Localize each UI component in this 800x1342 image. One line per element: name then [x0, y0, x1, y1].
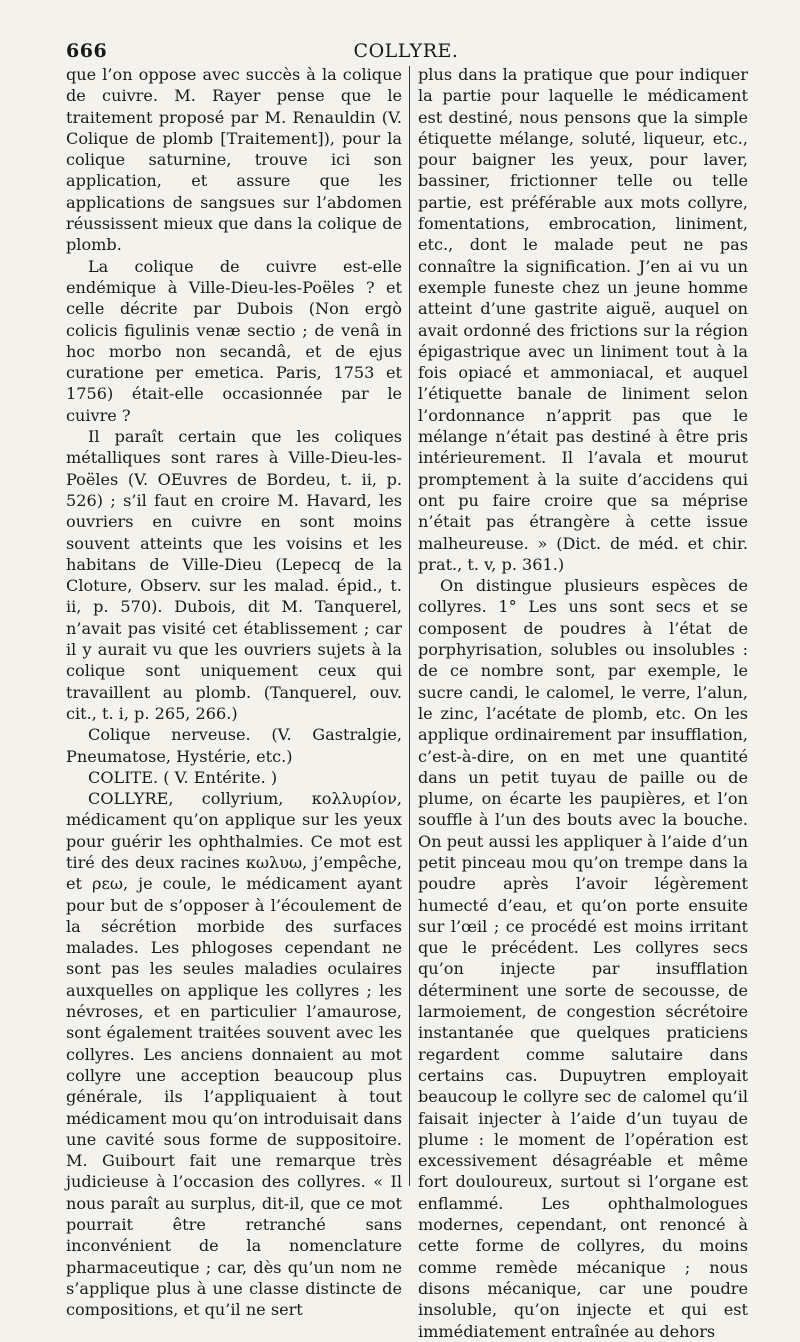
- cross-reference-entry: Colique nerveuse. (V. Gastralgie, Pneumatose, Hystérie, etc.): [66, 725, 402, 766]
- column-divider: [409, 66, 410, 1186]
- paragraph: La colique de cuivre est-elle endémique à Ville-Dieu-les-Poëles ? et celle décrite par Dubois (Non ergò colicis figulinis venæ sectio ; de venâ in hoc morbo non secandâ, et de ejus curatione per emetica. Paris, 1753 et 1756) était-elle occasionnée par le cuivre ?: [66, 256, 402, 425]
- left-column: [66, 64, 402, 1320]
- running-title: COLLYRE.: [353, 40, 459, 62]
- entry-collyre: COLLYRE, collyrium, κολλυρίον, médicament qu’on applique sur les yeux pour guérir les ophthalmies. Ce mot est tiré des deux racines κωλυω, j’empêche, et ρεω, je coule, le médicament ayant pour but de s’opposer à l’écoulement de la sécrétion morbide des surfaces malades. Les phlogoses cependant ne sont pas les seules maladies oculaires auxquelles on applique les collyres ; les névroses, et en particulier l’amaurose, sont également traitées souvent avec les collyres. Les anciens donnaient au mot collyre une acception beaucoup plus générale, ils l’appliquaient à tout médicament mou qu’on introduisait dans une cavité sous forme de suppositoire. M. Guibourt fait une remarque très judicieuse à l’occasion des collyres. « Il nous paraît au surplus, dit-il, que ce mot pourrait être retranché sans inconvénient de la nomenclature pharmaceutique ; car, dès qu’un nom ne s’applique plus à une classe distincte de compositions, et qu’il ne sert: [66, 789, 402, 1320]
- paragraph: Il paraît certain que les coliques métalliques sont rares à Ville-Dieu-les-Poëles (V. OEuvres de Bordeu, t. ii, p. 526) ; s’il faut en croire M. Havard, les ouvriers en cuivre en sont moins souvent atteints que les voisins et les habitans de Ville-Dieu (Lepecq de la Cloture, Observ. sur les malad. épid., t. ii, p. 570). Dubois, dit M. Tanquerel, n’avait pas visité cet établissement ; car il y aurait vu que les ouvriers sujets à la colique sont uniquement ceux qui travaillent au plomb. (Tanquerel, ouv. cit., t. i, p. 265, 266.): [66, 427, 402, 723]
- paragraph: que l’on oppose avec succès à la colique de cuivre. M. Rayer pense que le traitement proposé par M. Renauldin (V. Colique de plomb [Traitement]), pour la colique saturnine, trouve ici son application, et assure que les applications de sangsues sur l’abdomen réussissent mieux que dans la colique de plomb.: [66, 65, 402, 255]
- page-number: 666: [66, 40, 108, 62]
- paragraph: On distingue plusieurs espèces de collyres. 1° Les uns sont secs et se composent de poudres à l’état de porphyrisation, solubles ou insolubles : de ce nombre sont, par exemple, le sucre candi, le calomel, le verre, l’alun, le zinc, l’acétate de plomb, etc. On les applique ordinairement par insufflation, c’est-à-dire, on en met une quantité dans un petit tuyau de paille ou de plume, on écarte les paupières, et l’on souffle à l’un des bouts avec la bouche. On peut aussi les appliquer à l’aide d’un petit pinceau mou qu’on trempe dans la poudre après l’avoir légèrement humecté d’eau, et qu’on porte ensuite sur l’œil ; ce procédé est moins irritant que le précédent. Les collyres secs qu’on injecte par insufflation déterminent une sorte de secousse, de larmoiement, de congestion sécrétoire instantanée que quelques praticiens regardent comme salutaire dans certains cas. Dupuytren employait beaucoup le collyre sec de calomel qu’il faisait injecter à l’aide d’un tuyau de plume : le moment de l’opération est excessivement désagréable et même fort douloureux, surtout si l’organe est enflammé. Les ophthalmologues modernes, cependant, ont renoncé à cette forme de collyres, du moins comme remède mécanique ; nous disons mécanique, car une poudre insoluble, qu’on injecte et qui est immédiatement entraînée au dehors: [418, 576, 748, 1341]
- running-header: [66, 38, 746, 66]
- paragraph: plus dans la pratique que pour indiquer la partie pour laquelle le médicament est destiné, nous pensons que la simple étiquette mélange, soluté, liqueur, etc., pour baigner les yeux, pour laver, bassiner, frictionner telle ou telle partie, est préférable aux mots collyre, fomentations, embrocation, liniment, etc., dont le malade peut ne pas connaître la signification. J’en ai vu un exemple funeste chez un jeune homme atteint d’une gastrite aiguë, auquel on avait ordonné des frictions sur la région épigastrique avec un liniment tout à la fois opiacé et ammoniacal, et auquel l’étiquette banale de liniment selon l’ordonnance n’apprit pas que le mélange n’était pas destiné à être pris intérieurement. Il l’avala et mourut promptement à la suite d’accidens qui ont pu faire croire que sa méprise n’était pas étrangère à cette issue malheureuse. » (Dict. de méd. et chir. prat., t. v, p. 361.): [418, 65, 748, 574]
- right-column: [418, 64, 748, 1341]
- entry-colite: COLITE. ( V. Entérite. ): [88, 767, 278, 787]
